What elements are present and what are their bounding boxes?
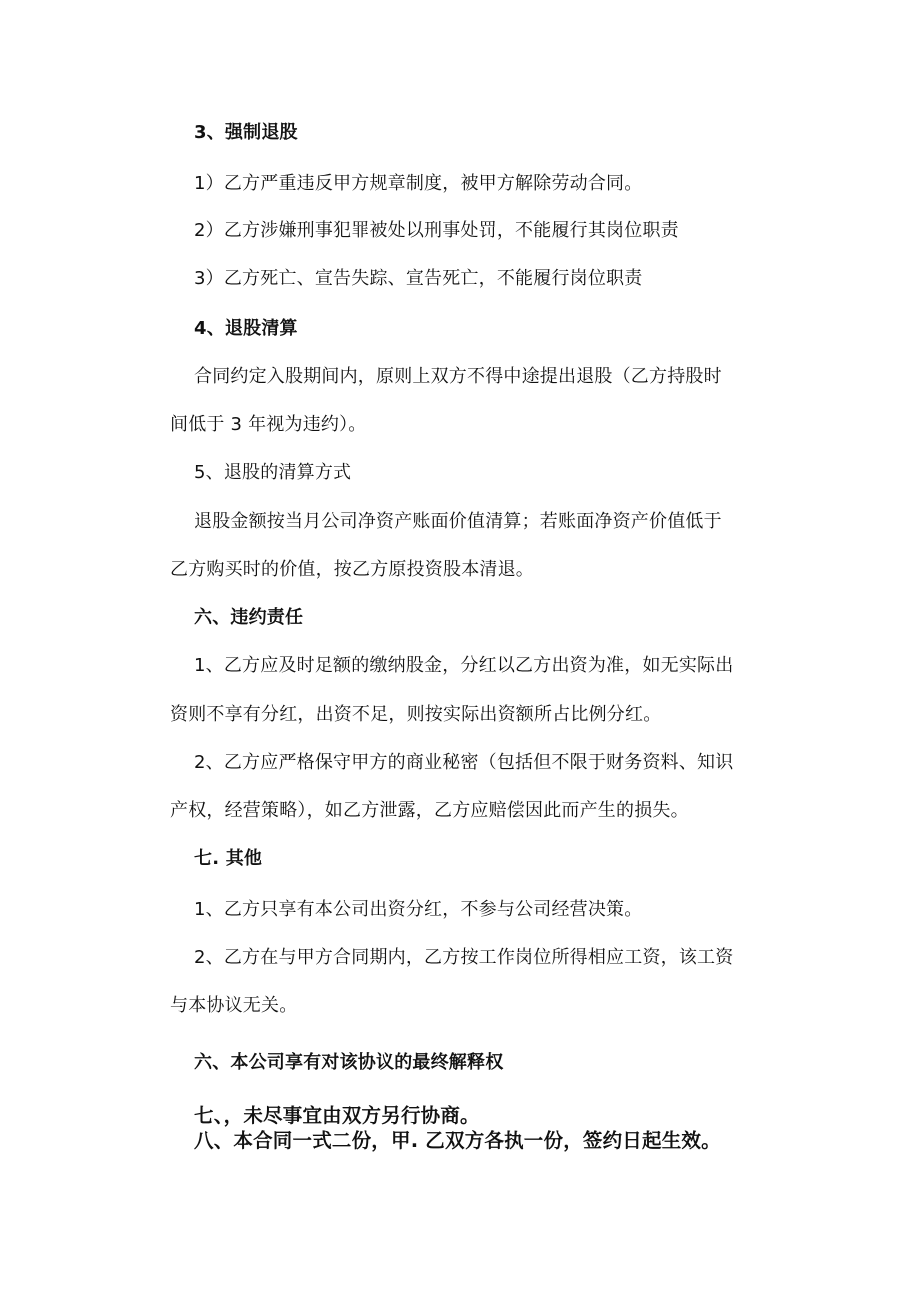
forced-withdrawal-item-1: 1）乙方严重违反甲方规章制度，被甲方解除劳动合同。 — [194, 173, 643, 194]
final-unresolved-matters-clause: 七、，未尽事宜由双方另行协商。 — [194, 1104, 480, 1127]
breach-item-1-line-1: 1、乙方应及时足额的缴纳股金，分红以乙方出资为准，如无实际出 — [194, 655, 734, 676]
final-copies-clause: 八、本合同一式二份，甲. 乙双方各执一份，签约日起生效。 — [194, 1129, 721, 1152]
other-item-2-line-1: 2、乙方在与甲方合同期内，乙方按工作岗位所得相应工资，该工资 — [194, 947, 734, 968]
settlement-method-paragraph-line-2: 乙方购买时的价值，按乙方原投资股本清退。 — [170, 559, 534, 580]
settlement-method-paragraph-line-1: 退股金额按当月公司净资产账面价值清算；若账面净资产价值低于 — [194, 511, 722, 532]
forced-withdrawal-item-3: 3）乙方死亡、宣告失踪、宣告死亡，不能履行岗位职责 — [194, 268, 643, 289]
breach-liability-heading: 六、违约责任 — [194, 607, 304, 628]
final-interpretation-clause: 六、本公司享有对该协议的最终解释权 — [194, 1052, 504, 1073]
other-item-1: 1、乙方只享有本公司出资分红，不参与公司经营决策。 — [194, 899, 643, 920]
withdrawal-settlement-heading: 4、退股清算 — [194, 318, 298, 339]
other-heading: 七. 其他 — [194, 848, 263, 869]
forced-withdrawal-item-2: 2）乙方涉嫌刑事犯罪被处以刑事处罚，不能履行其岗位职责 — [194, 220, 679, 241]
forced-withdrawal-heading: 3、强制退股 — [194, 122, 298, 143]
withdrawal-settlement-paragraph-line-2: 间低于 3 年视为违约）。 — [170, 414, 367, 435]
breach-item-1-line-2: 资则不享有分红，出资不足，则按实际出资额所占比例分红。 — [170, 704, 662, 725]
breach-item-2-line-2: 产权，经营策略），如乙方泄露，乙方应赔偿因此而产生的损失。 — [170, 800, 689, 821]
settlement-method-heading: 5、退股的清算方式 — [194, 462, 352, 483]
breach-item-2-line-1: 2、乙方应严格保守甲方的商业秘密（包括但不限于财务资料、知识 — [194, 752, 734, 773]
withdrawal-settlement-paragraph-line-1: 合同约定入股期间内，原则上双方不得中途提出退股（乙方持股时 — [194, 366, 722, 387]
other-item-2-line-2: 与本协议无关。 — [170, 995, 298, 1016]
